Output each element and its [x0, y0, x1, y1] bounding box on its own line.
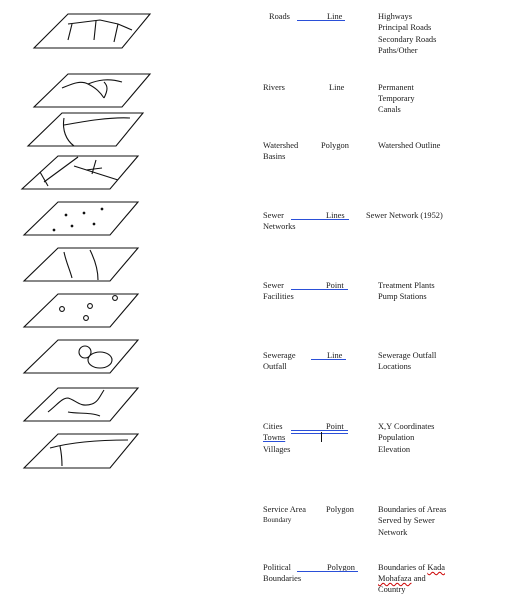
layer-name: Service Area	[263, 505, 307, 514]
layer-desc-line	[378, 573, 426, 584]
layer-name: Watershed	[263, 141, 299, 150]
layer-desc-line	[378, 562, 445, 573]
blue-underline	[291, 433, 348, 434]
desc-text: and	[411, 574, 426, 583]
boundaries-layer-icon	[24, 434, 138, 468]
layer-name: Sewer	[263, 211, 284, 220]
outfall-layer-icon	[24, 248, 138, 281]
layer-name: Boundaries	[263, 574, 302, 583]
layer-desc-line: Population	[378, 433, 415, 442]
layer-name: Sewerage	[263, 351, 296, 360]
layer-desc-line: Pump Stations	[378, 292, 427, 301]
layer-desc-line: Principal Roads	[378, 23, 432, 32]
blue-underline	[291, 430, 348, 431]
layer-name: Rivers	[263, 83, 285, 92]
roads-layer-icon	[34, 14, 150, 48]
layer-type: Line	[327, 12, 343, 21]
layer-desc-line: Secondary Roads	[378, 35, 437, 44]
layer-desc-line: Permanent	[378, 83, 414, 92]
layer-desc-line: Paths/Other	[378, 46, 418, 55]
blue-underline	[297, 20, 345, 21]
rivers-layer-icon	[34, 74, 150, 107]
blue-underline	[291, 219, 349, 220]
blue-underline	[297, 571, 358, 572]
layer-type: Point	[326, 281, 344, 290]
layer-desc-line: Treatment Plants	[378, 281, 435, 290]
layer-name: Political	[263, 563, 291, 572]
layer-desc-line: Temporary	[378, 94, 415, 103]
sewer-facilities-layer-icon	[24, 294, 138, 327]
layer-name: Villages	[263, 445, 291, 454]
layer-desc-line: Canals	[378, 105, 401, 114]
layer-desc-line: Boundaries of Areas	[378, 505, 447, 514]
layer-name: Networks	[263, 222, 296, 231]
layer-desc-line: Locations	[378, 362, 412, 371]
layer-name: Boundary	[263, 516, 292, 524]
blue-underline	[311, 359, 346, 360]
layer-desc-line: Highways	[378, 12, 412, 21]
sewerage-outfall-layer-icon	[24, 340, 138, 373]
layer-name: Cities	[263, 422, 283, 431]
layer-type: Lines	[326, 211, 345, 220]
layer-desc-line: Served by Sewer	[378, 516, 435, 525]
layer-type: Polygon	[327, 563, 355, 572]
gis-layer-stack-illustration	[0, 0, 250, 600]
sewer-networks-layer-icon	[22, 156, 138, 189]
cities-layer-icon	[24, 388, 138, 421]
misspelled-word: Kada	[427, 563, 445, 572]
layer-desc-line: Sewer Network (1952)	[366, 211, 443, 220]
layer-desc-line: Elevation	[378, 445, 411, 454]
layer-name: Facilities	[263, 292, 294, 301]
layer-type: Point	[326, 422, 344, 431]
layer-desc-line: Sewerage Outfall	[378, 351, 437, 360]
layer-desc-line: Network	[378, 528, 408, 537]
layer-desc-line: Watershed Outline	[378, 141, 441, 150]
points-layer-icon	[24, 202, 138, 235]
layer-name: Outfall	[263, 362, 287, 371]
layer-name: Basins	[263, 152, 286, 161]
watershed-layer-icon	[28, 113, 143, 146]
desc-text: Boundaries of	[378, 563, 428, 572]
layer-name: Towns	[263, 433, 286, 442]
layer-name: Sewer	[263, 281, 284, 290]
layer-desc-line: Country	[378, 585, 406, 594]
misspelled-word: Mohafaza	[378, 574, 412, 583]
layer-type: Polygon	[326, 505, 354, 514]
layer-type: Line	[327, 351, 343, 360]
layer-desc-line: X,Y Coordinates	[378, 422, 435, 431]
blue-underline	[291, 289, 348, 290]
layer-type: Polygon	[321, 141, 349, 150]
text-cursor	[321, 432, 322, 442]
layer-name: Roads	[269, 12, 290, 21]
layer-type: Line	[329, 83, 345, 92]
